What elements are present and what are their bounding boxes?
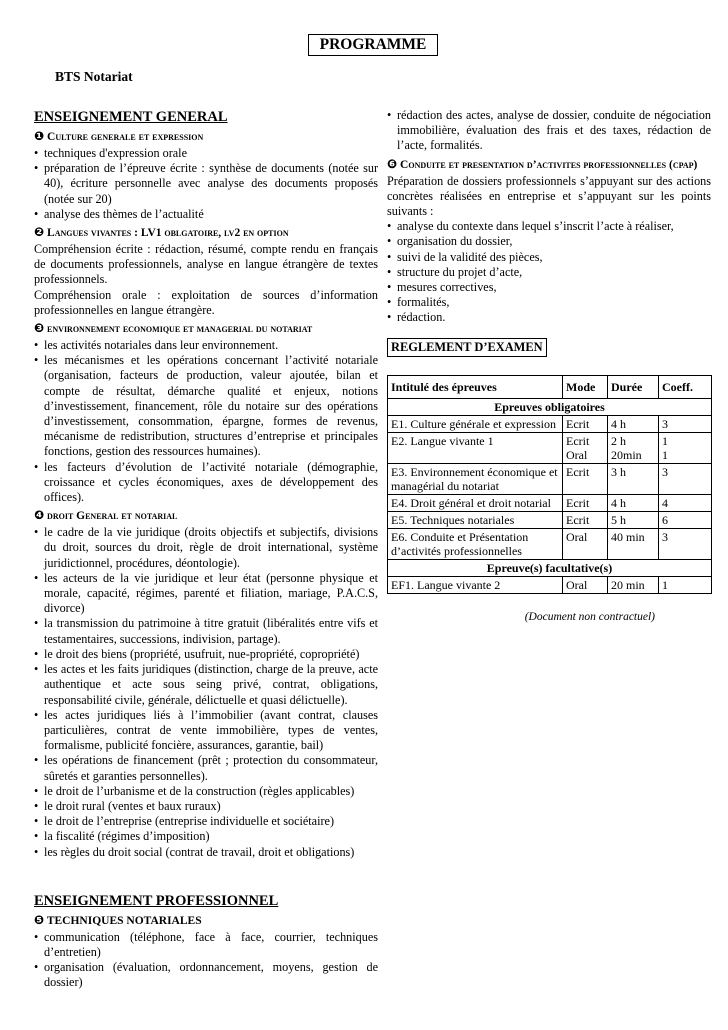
cell-coeff-line: 1 bbox=[662, 447, 668, 462]
cell-mode: Ecrit bbox=[563, 463, 608, 494]
list-item: • les mécanismes et les opérations concernant l’activité notariale (organisation, facteurs de production, valeur ajoutée, bilan et compte de résultat, démarche qualité et enjeux, notions d’investissement, financement, rôle du notaire sur des opérations d’investissement, consommation, épargne, formes de revenus, mécanisme de redistribution, structures d’entreprise et principales fonctions, gestion des ressources humaines). bbox=[34, 353, 378, 459]
cell-coeff bbox=[659, 432, 712, 463]
section-5-list-continued bbox=[387, 108, 711, 154]
number-2-icon: ❷ bbox=[34, 225, 45, 240]
cell-name: EF1. Langue vivante 2 bbox=[388, 576, 563, 593]
section-1-list bbox=[34, 146, 378, 222]
cell-coeff: 3 bbox=[659, 415, 712, 432]
list-item: • suivi de la validité des pièces, bbox=[387, 250, 711, 265]
list-item: • mesures correctives, bbox=[387, 280, 711, 295]
group-obligatoires: Epreuves obligatoires bbox=[388, 398, 712, 415]
cell-duree-line: 2 h bbox=[611, 433, 626, 448]
cell-coeff: 4 bbox=[659, 494, 712, 511]
section-6-paragraph: Préparation de dossiers professionnels s’appuyant sur des actions concrètes réalisées en entreprise et s’appuyant sur les points suivants : bbox=[387, 173, 711, 219]
list-item: • analyse du contexte dans lequel s’inscrit l’acte à réaliser, bbox=[387, 219, 711, 234]
section-2-label: Langues vivantes : LV1 oblgatoire, lv2 en option bbox=[47, 227, 289, 240]
section-5-label: TECHNIQUES NOTARIALES bbox=[46, 914, 202, 927]
cell-duree: 40 min bbox=[608, 528, 659, 559]
list-item: • le droit de l’entreprise (entreprise individuelle et sociétaire) bbox=[34, 814, 378, 829]
cell-name: E1. Culture générale et expression bbox=[388, 415, 563, 432]
section-2-paragraph: Compréhension orale : exploitation de sources d’information professionnelles en langue étrangère. bbox=[34, 287, 378, 317]
list-item: • les actes juridiques liés à l’immobilier (avant contrat, clauses particulières, contrat de vente immobilière, types de ventes, formalisme, publicité foncière, assurances, garantie, bail) bbox=[34, 708, 378, 754]
right-column bbox=[387, 108, 711, 625]
cell-mode bbox=[563, 432, 608, 463]
number-3-icon: ❸ bbox=[34, 321, 45, 336]
section-6-heading bbox=[387, 156, 711, 173]
section-4-heading bbox=[34, 507, 378, 524]
professional-heading: ENSEIGNEMENT PROFESSIONNEL bbox=[34, 892, 279, 909]
cell-coeff: 3 bbox=[659, 463, 712, 494]
page-title: PROGRAMME bbox=[308, 34, 438, 56]
table-header-row bbox=[388, 375, 712, 398]
cell-name: E2. Langue vivante 1 bbox=[388, 432, 563, 463]
list-item: • organisation (évaluation, ordonnancement, moyens, gestion de dossier) bbox=[34, 960, 378, 990]
exam-title: REGLEMENT D’EXAMEN bbox=[387, 338, 547, 357]
table-group-row bbox=[388, 559, 712, 576]
table-row bbox=[388, 432, 712, 463]
header-intitule: Intitulé des épreuves bbox=[388, 375, 563, 398]
list-item: • analyse des thèmes de l’actualité bbox=[34, 207, 378, 222]
page-subtitle: BTS Notariat bbox=[55, 69, 133, 84]
cell-coeff: 3 bbox=[659, 528, 712, 559]
number-4-icon: ❹ bbox=[34, 508, 45, 523]
list-item: • le droit rural (ventes et baux ruraux) bbox=[34, 799, 378, 814]
section-3-list bbox=[34, 338, 378, 505]
list-item: • les acteurs de la vie juridique et leur état (personne physique et morale, capacité, régimes, parenté et filiation, mariage, P.A.C.S, divorce) bbox=[34, 571, 378, 617]
disclaimer-note: (Document non contractuel) bbox=[524, 610, 655, 623]
header-duree: Durée bbox=[608, 375, 659, 398]
cell-mode: Ecrit bbox=[563, 494, 608, 511]
section-4-label: droit General et notarial bbox=[47, 510, 178, 523]
list-item: • organisation du dossier, bbox=[387, 234, 711, 249]
table-row bbox=[388, 463, 712, 494]
list-item: • structure du projet d’acte, bbox=[387, 265, 711, 280]
list-item: • la transmission du patrimoine à titre gratuit (libéralités entre vifs et testamentaires, successions, indivision, partage). bbox=[34, 616, 378, 646]
cell-coeff: 6 bbox=[659, 511, 712, 528]
section-1-label: Culture generale et expression bbox=[47, 131, 204, 143]
number-6-icon: ❻ bbox=[387, 156, 398, 171]
section-3-heading bbox=[34, 320, 378, 337]
section-6-label: Conduite et presentation d’activites professionnelles (cpap) bbox=[400, 158, 698, 171]
cell-duree-line: 20min bbox=[611, 447, 642, 462]
list-item: • techniques d'expression orale bbox=[34, 146, 378, 161]
list-item: • les activités notariales dans leur environnement. bbox=[34, 338, 378, 353]
number-5-icon: ❺ bbox=[34, 912, 45, 927]
cell-duree: 4 h bbox=[608, 415, 659, 432]
section-4-list bbox=[34, 525, 378, 859]
cell-mode: Oral bbox=[563, 576, 608, 593]
section-2-heading bbox=[34, 224, 378, 241]
section-5-list bbox=[34, 930, 378, 991]
section-1-heading bbox=[34, 128, 378, 145]
list-item: • les règles du droit social (contrat de travail, droit et obligations) bbox=[34, 845, 378, 860]
cell-duree: 4 h bbox=[608, 494, 659, 511]
group-facultatives: Epreuve(s) facultative(s) bbox=[388, 559, 712, 576]
table-row bbox=[388, 528, 712, 559]
list-item: • préparation de l’épreuve écrite : synthèse de documents (notée sur 40), écriture personnelle avec analyse des documents proposés (notée sur 20) bbox=[34, 161, 378, 207]
section-5-heading bbox=[34, 912, 378, 929]
cell-duree: 3 h bbox=[608, 463, 659, 494]
cell-mode: Oral bbox=[563, 528, 608, 559]
list-item: • rédaction. bbox=[387, 310, 711, 325]
section-3-label: environnement economique et managerial du notariat bbox=[47, 323, 313, 336]
general-heading: ENSEIGNEMENT GENERAL bbox=[34, 109, 228, 125]
cell-duree bbox=[608, 432, 659, 463]
cell-coeff-line: 1 bbox=[662, 433, 668, 448]
number-1-icon: ❶ bbox=[34, 129, 45, 143]
list-item: • les opérations de financement (prêt ; protection du consommateur, sûretés et garanties personnelles). bbox=[34, 753, 378, 783]
table-row bbox=[388, 415, 712, 432]
list-item: • le droit des biens (propriété, usufruit, nue-propriété, copropriété) bbox=[34, 647, 378, 662]
table-row bbox=[388, 494, 712, 511]
exam-table bbox=[387, 375, 712, 594]
left-column bbox=[34, 108, 378, 991]
cell-coeff: 1 bbox=[659, 576, 712, 593]
cell-mode-line: Ecrit bbox=[566, 433, 590, 448]
list-item: • communication (téléphone, face à face, courrier, techniques d’entretien) bbox=[34, 930, 378, 960]
cell-mode: Ecrit bbox=[563, 511, 608, 528]
list-item: • formalités, bbox=[387, 295, 711, 310]
cell-name: E4. Droit général et droit notarial bbox=[388, 494, 563, 511]
list-item: • rédaction des actes, analyse de dossier, conduite de négociation immobilière, évaluation des frais et des taxes, rédaction de l’acte, formalités. bbox=[387, 108, 711, 154]
section-2-paragraph: Compréhension écrite : rédaction, résumé, compte rendu en français de documents professionnels, analyse en langue étrangère de textes professionnels. bbox=[34, 242, 378, 287]
table-row bbox=[388, 576, 712, 593]
cell-duree: 5 h bbox=[608, 511, 659, 528]
cell-mode: Ecrit bbox=[563, 415, 608, 432]
list-item: • le droit de l’urbanisme et de la construction (règles applicables) bbox=[34, 784, 378, 799]
list-item: • les facteurs d’évolution de l’activité notariale (démographie, croissance et cycles économiques, axes de développement des offices). bbox=[34, 460, 378, 506]
table-row bbox=[388, 511, 712, 528]
section-6-list bbox=[387, 219, 711, 325]
cell-name: E6. Conduite et Présentation d’activités professionnelles bbox=[388, 528, 563, 559]
header-coeff: Coeff. bbox=[659, 375, 712, 398]
cell-mode-line: Oral bbox=[566, 447, 588, 462]
table-group-row bbox=[388, 398, 712, 415]
cell-name: E3. Environnement économique et managérial du notariat bbox=[388, 463, 563, 494]
cell-name: E5. Techniques notariales bbox=[388, 511, 563, 528]
header-mode: Mode bbox=[563, 375, 608, 398]
list-item: • les actes et les faits juridiques (distinction, charge de la preuve, acte authentique et acte sous seing privé, contrat, obligations, responsabilité civile, générale, délictuelle et quasi délictuelle). bbox=[34, 662, 378, 708]
cell-duree: 20 min bbox=[608, 576, 659, 593]
list-item: • la fiscalité (régimes d’imposition) bbox=[34, 829, 378, 844]
list-item: • le cadre de la vie juridique (droits objectifs et subjectifs, divisions du droit, sources du droit, règle de droit international, système juridictionnel, procédures, déontologie). bbox=[34, 525, 378, 571]
